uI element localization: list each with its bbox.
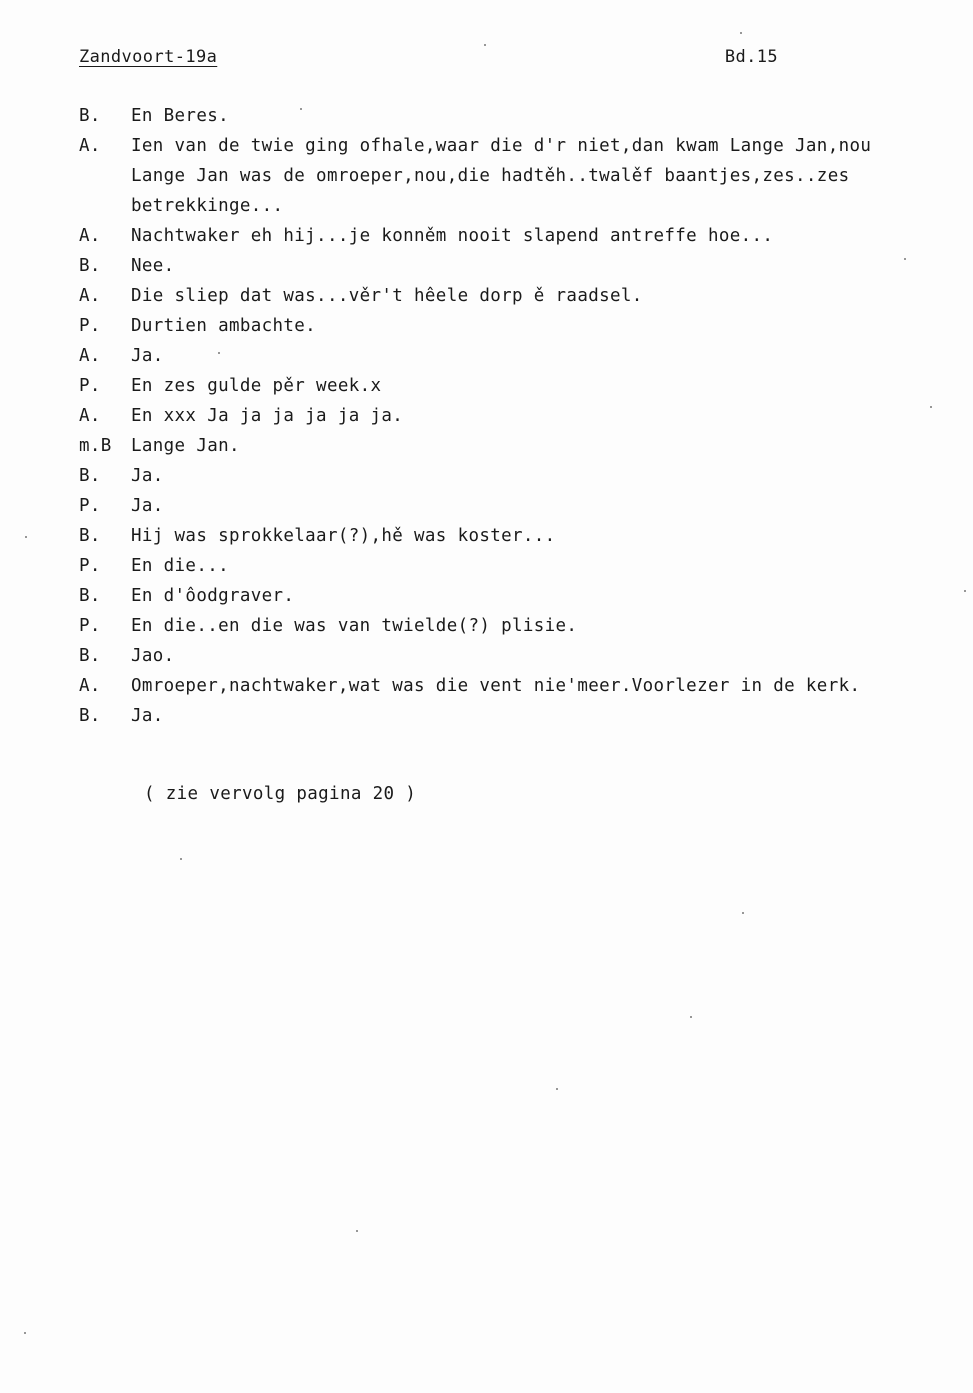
transcript-line [79,641,969,671]
speaker-label: B. [79,526,101,546]
utterance: Nachtwaker eh hij...je konněm nooit slapend antreffe hoe... [131,226,774,246]
transcript-line [79,461,969,491]
utterance: Ien van de twie ging ofhale,waar die d'r niet,dan kwam Lange Jan,nou [131,136,872,156]
transcript-line [79,221,969,251]
utterance: Ja. [131,706,164,726]
speaker-label: P. [79,616,101,636]
transcript-line [79,311,969,341]
scan-speck [25,536,27,538]
scan-speck [930,406,932,408]
utterance: Nee. [131,256,175,276]
scan-speck [742,912,744,914]
transcript-line [79,491,969,521]
transcript-line [79,431,969,461]
transcript-line [79,131,969,161]
speaker-label: A. [79,286,101,306]
utterance: Hij was sprokkelaar(?),hě was koster... [131,526,556,546]
utterance: Durtien ambachte. [131,316,317,336]
utterance: Die sliep dat was...věr't hêele dorp ě raadsel. [131,286,643,306]
utterance: Ja. [131,466,164,486]
speaker-label [79,191,131,221]
utterance: En xxx Ja ja ja ja ja ja. [131,406,404,426]
transcript-line [79,341,969,371]
transcript-line [79,161,969,191]
transcript-line [79,281,969,311]
transcript-line [79,611,969,641]
speaker-label: A. [79,346,101,366]
speaker-label: B. [79,466,101,486]
utterance: Ja. [131,346,164,366]
utterance: En zes gulde pěr week.x [131,376,382,396]
utterance: En Beres. [131,106,229,126]
utterance: Lange Jan. [131,436,240,456]
utterance: Ja. [131,496,164,516]
utterance: En d'ôodgraver. [131,586,295,606]
speaker-label [79,161,131,191]
speaker-label: B. [79,256,101,276]
utterance: En die... [131,556,229,576]
speaker-label: P. [79,316,101,336]
continuation-note: ( zie vervolg pagina 20 ) [144,784,417,804]
transcript-line [79,251,969,281]
speaker-label: B. [79,106,101,126]
scan-speck [556,1088,558,1090]
page-number: Bd.15 [724,47,778,67]
speaker-label: B. [79,646,101,666]
speaker-label: P. [79,556,101,576]
scan-speck [356,1230,358,1232]
speaker-label: A. [79,226,101,246]
transcript-line [79,101,969,131]
page-header [79,47,778,73]
utterance: Lange Jan was de omroeper,nou,die hadtěh..twalěf baantjes,zes..zes [131,166,850,186]
speaker-label: A. [79,136,101,156]
scan-speck [690,1016,692,1018]
speaker-label: P. [79,496,101,516]
scan-speck [740,32,742,34]
utterance: En die..en die was van twielde(?) plisie. [131,616,578,636]
scan-speck [484,44,486,46]
transcript-line [79,521,969,551]
utterance: Jao. [131,646,175,666]
transcript-line [79,371,969,401]
speaker-label: P. [79,376,101,396]
transcript [79,101,969,731]
transcript-line [79,581,969,611]
transcript-line [79,671,969,701]
document-id: Zandvoort-19a [79,47,218,67]
scan-speck [24,1332,26,1334]
transcript-line [79,551,969,581]
scan-speck [300,108,302,110]
speaker-label: A. [79,406,101,426]
speaker-label: A. [79,676,101,696]
utterance: Omroeper,nachtwaker,wat was die vent nie'meer.Voorlezer in de kerk. [131,676,861,696]
speaker-label: B. [79,586,101,606]
speaker-label: m.B [79,436,112,456]
transcript-line [79,401,969,431]
scan-speck [180,858,182,860]
transcript-line [79,191,969,221]
scan-speck [964,590,966,592]
speaker-label: B. [79,706,101,726]
transcript-line [79,701,969,731]
scan-speck [904,258,906,260]
scan-speck [218,352,220,354]
utterance: betrekkinge... [131,196,284,216]
